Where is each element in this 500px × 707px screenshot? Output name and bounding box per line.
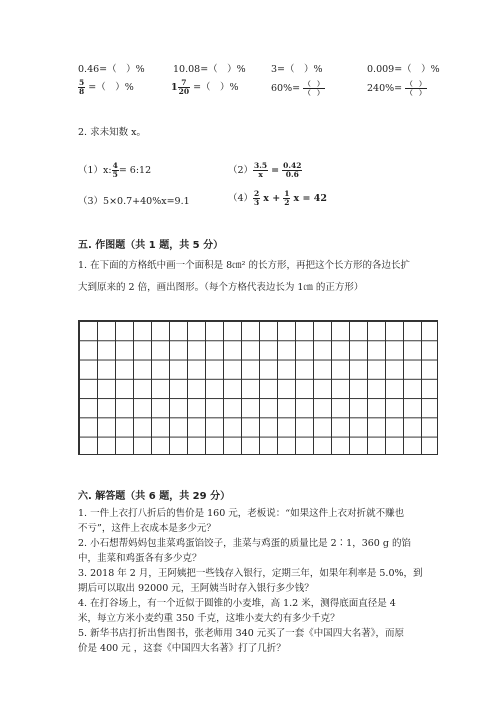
problem-line: 期后可以取出 92000 元，王阿姨当时存入银行多少钱？ [78,583,314,594]
blank-fraction: $\frac{( )}{( )}$ [406,80,426,97]
equation-2: （2） $\frac{3.5}{x}$ = $\frac{0.42}{0.6}$ [228,161,302,179]
problem-line: 价是 400 元 ，这套《中国四大名著》打了几折？ [78,643,286,654]
conv-item-4: 0.009=（ ）% [367,64,440,75]
problem-line: 4. 在打谷场上，有一个近似于圆锥的小麦堆，高 1.2 米，测得底面直径是 4 [78,598,396,609]
section-6-heading: 六. 解答题（共 6 题，共 29 分） [78,491,231,502]
blank-fraction: $\frac{( )}{( )}$ [304,80,324,97]
section-5-heading: 五. 作图题（共 1 题，共 5 分） [78,240,224,251]
problem-line: 中，韭菜和鸡蛋各有多少克？ [78,553,202,564]
fraction: $\frac{1}{2}$ [284,189,290,207]
conv-item-2: 10.08=（ ）% [173,64,246,75]
fraction: $\frac{2}{3}$ [254,189,260,207]
problem-line: 3. 2018 年 2 月，王阿姨把一些钱存入银行，定期三年，如果年利率是 5.0%，到 [78,568,423,579]
section-5-line-2: 大到原来的 2 倍，画出图形。（每个方格代表边长为 1㎝ 的正方形） [78,282,364,293]
section-2-title: 2. 求未知数 x。 [78,127,146,138]
problem-line: 不亏”，这件上衣成本是多少元？ [78,523,216,534]
conv-item-1: 0.46=（ ）% [78,64,145,75]
conv-item-3: 3=（ ）% [271,64,323,75]
conv-item-8: 240%= $\frac{( )}{( )}$ [367,80,426,97]
problem-line: 5. 新华书店打折出售图书，张老师用 340 元买了一套《中国四大名著》，而原 [78,628,405,639]
fraction: $\frac{4}{5}$ [112,161,118,179]
equation-3: （3）5×0.7+40%x=9.1 [78,196,190,207]
fraction: $\frac{0.42}{0.6}$ [283,161,302,179]
fraction: $\frac{7}{20}$ [178,78,190,96]
conv-item-6: 1 $\frac{7}{20}$ =（ ）% [171,78,239,96]
graph-paper-grid [78,320,438,455]
equation-1: （1）x: $\frac{4}{5}$ = 6:12 [78,161,152,179]
section-5-line-1: 1. 在下面的方格纸中画一个面积是 8㎝² 的长方形，再把这个长方形的各边长扩 [78,260,410,271]
conv-item-7: 60%= $\frac{( )}{( )}$ [271,80,324,97]
equation-4: （4） $\frac{2}{3}$ x + $\frac{1}{2}$ x = 42 [228,189,327,207]
conv-item-5: $\frac{5}{8}$ =（ ）% [79,78,134,96]
problem-line: 1. 一件上衣打八折后的售价是 160 元，老板说：“如果这件上衣对折就不赚也 [78,508,405,519]
fraction: $\frac{5}{8}$ [79,78,85,96]
fraction: $\frac{3.5}{x}$ [254,161,268,179]
problem-line: 米，每立方米小麦约重 350 千克，这堆小麦大约有多少千克？ [78,613,340,624]
problem-line: 2. 小石想帮妈妈包韭菜鸡蛋馅饺子，韭菜与鸡蛋的质量比是 2∶1，360 g 的馅 [78,538,411,549]
